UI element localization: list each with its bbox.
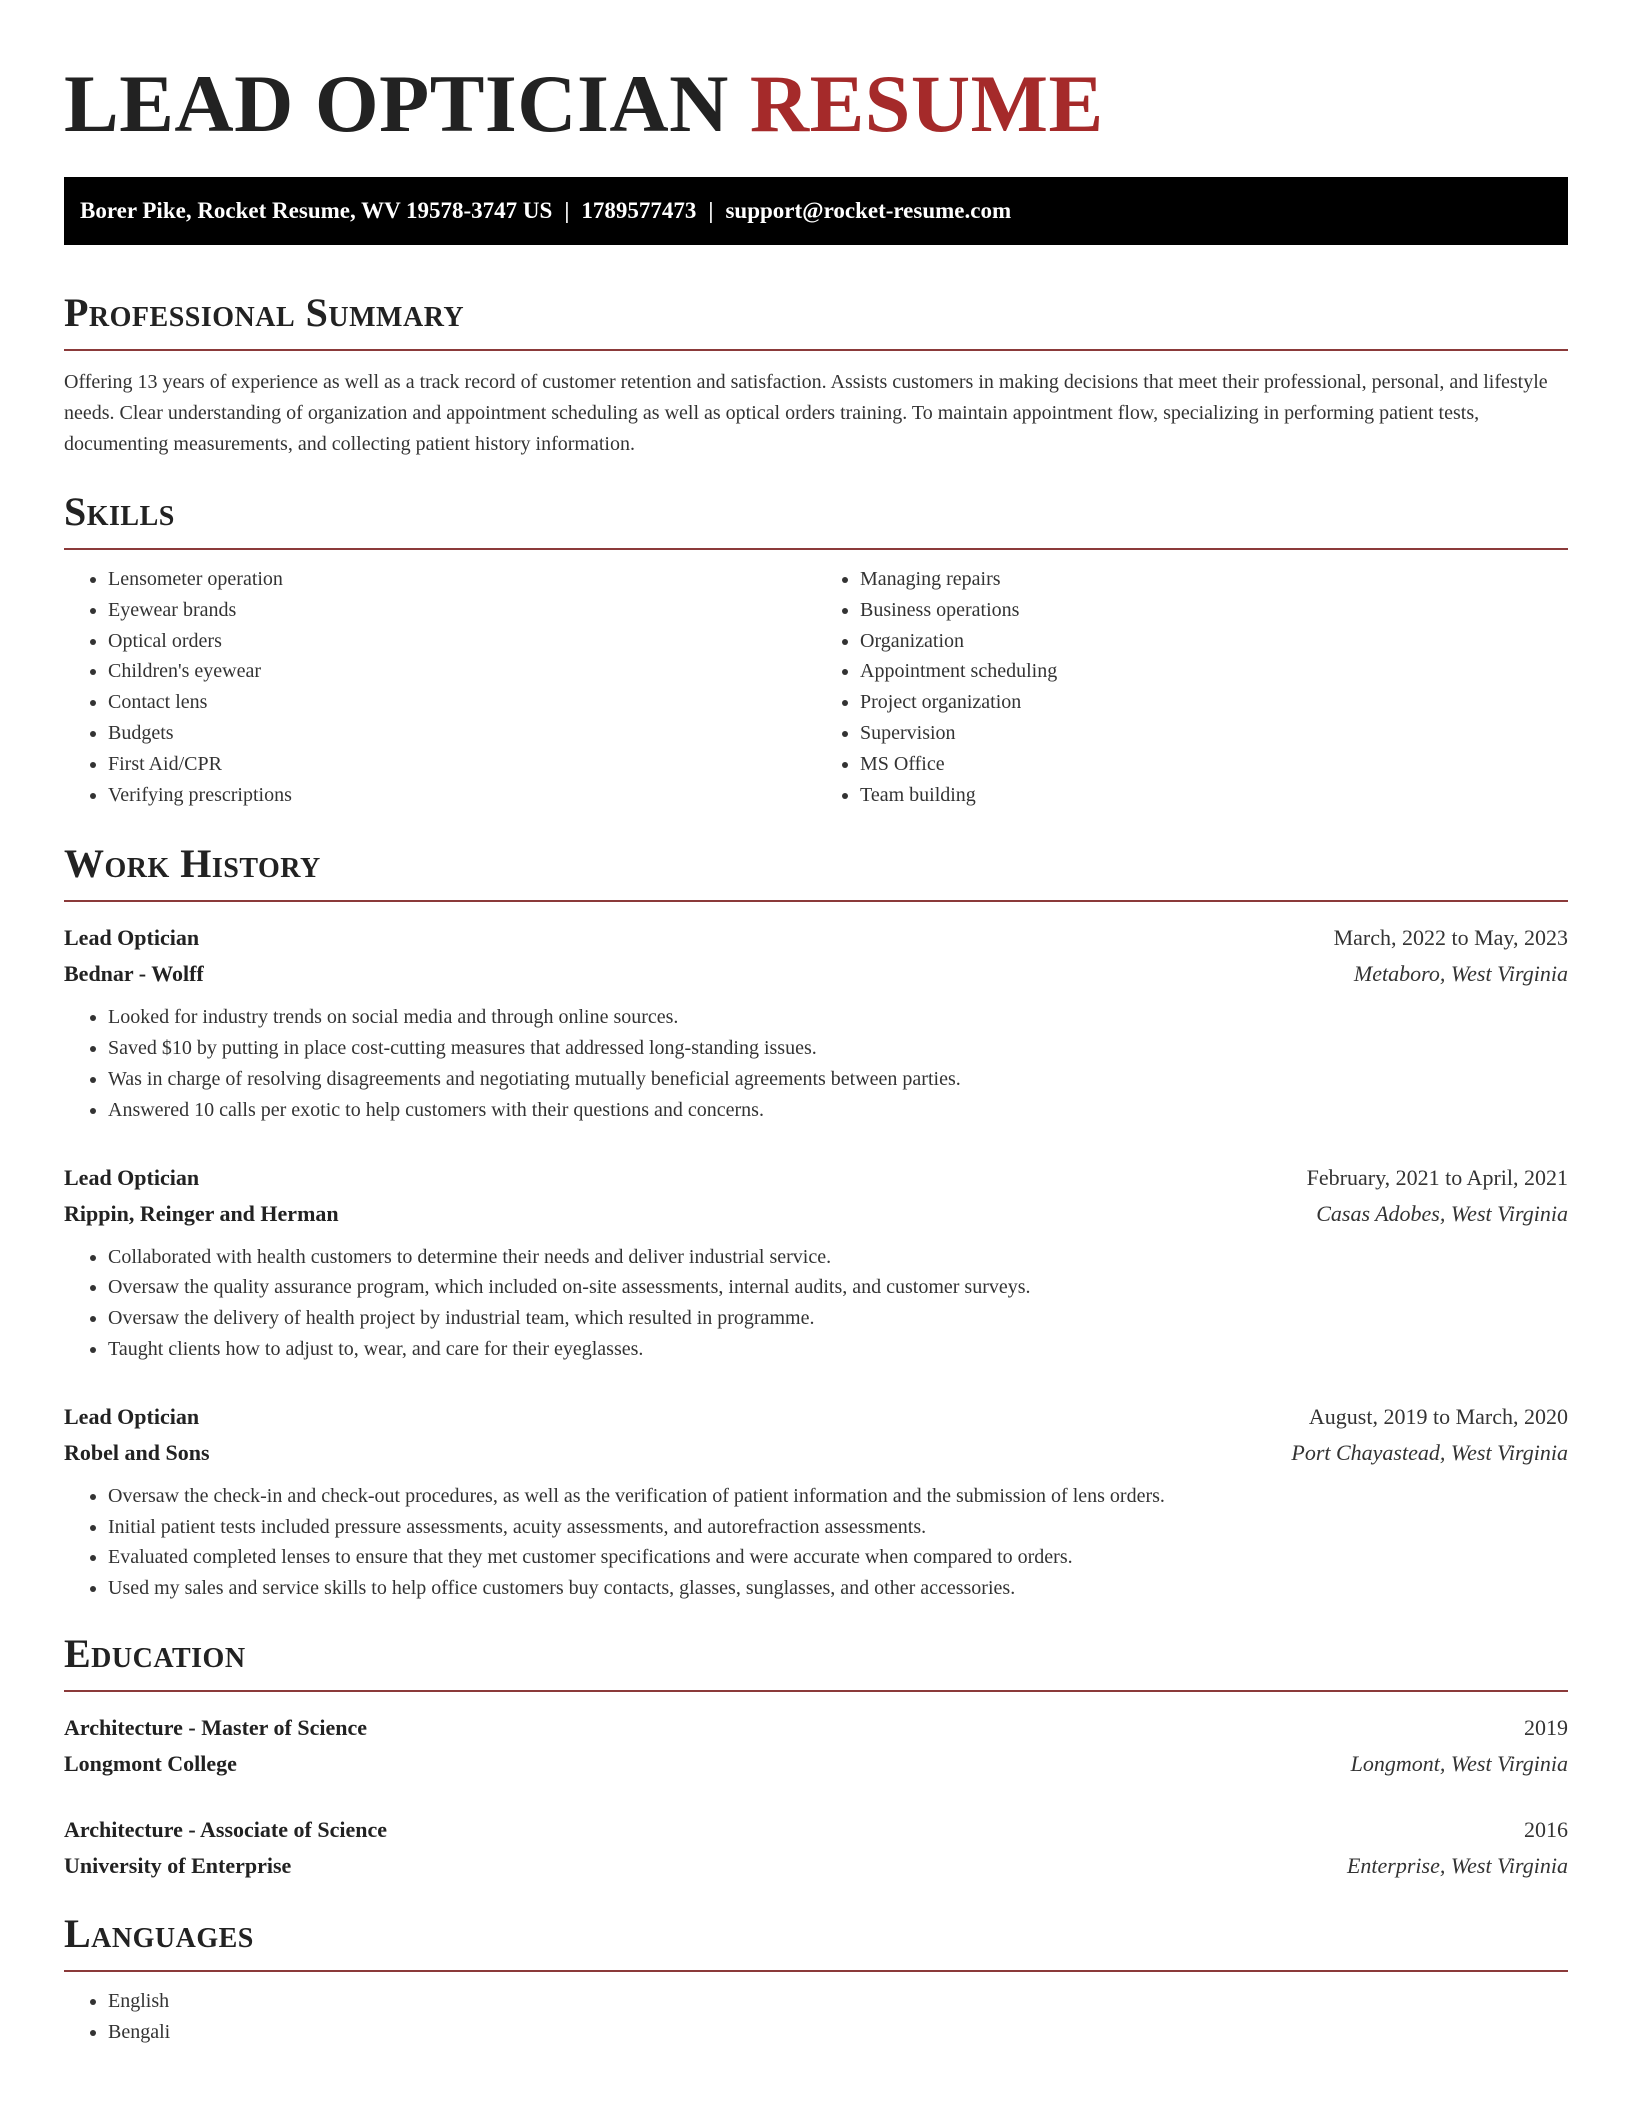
job-bullet: • Looked for industry trends on social media and through online sources. xyxy=(108,1002,1568,1033)
languages-section xyxy=(64,1910,1568,2048)
job-bullet: • Was in charge of resolving disagreements and negotiating mutually beneficial agreements between parties. xyxy=(108,1064,1568,1095)
job-header-row xyxy=(64,920,1568,956)
education-section xyxy=(64,1630,1568,1884)
section-heading-summary: Professional Summary xyxy=(64,289,1568,351)
job-entry xyxy=(64,920,1568,1125)
job-company: Robel and Sons xyxy=(64,1439,210,1465)
language-item: • English xyxy=(108,1986,1568,2017)
section-heading-languages: Languages xyxy=(64,1910,1568,1972)
job-header-row xyxy=(64,1160,1568,1196)
skill-item: • Team building xyxy=(860,780,1568,811)
job-header-row xyxy=(64,1399,1568,1435)
job-company-row xyxy=(64,956,1568,992)
work-history-section xyxy=(64,840,1568,1604)
education-school: Longmont College xyxy=(64,1750,237,1776)
job-bullet: • Answered 10 calls per exotic to help customers with their questions and concerns. xyxy=(108,1095,1568,1126)
job-bullet: • Oversaw the delivery of health project by industrial team, which resulted in programme. xyxy=(108,1303,1568,1334)
skill-item: • Project organization xyxy=(860,687,1568,718)
education-school-row xyxy=(64,1746,1568,1782)
job-company-row xyxy=(64,1196,1568,1232)
skill-item: • MS Office xyxy=(860,749,1568,780)
skill-item: • Supervision xyxy=(860,718,1568,749)
skill-item: • Verifying prescriptions xyxy=(108,780,816,811)
education-location: Enterprise, West Virginia xyxy=(1346,1852,1568,1878)
job-dates: March, 2022 to May, 2023 xyxy=(1333,925,1568,951)
contact-email: support@rocket-resume.com xyxy=(725,198,1012,223)
skill-item: • Eyewear brands xyxy=(108,595,816,626)
job-bullet: • Saved $10 by putting in place cost-cutting measures that addressed long-standing issues. xyxy=(108,1033,1568,1064)
job-location: Port Chayastead, West Virginia xyxy=(1291,1439,1568,1465)
job-location: Metaboro, West Virginia xyxy=(1353,961,1568,987)
job-bullet: • Used my sales and service skills to help office customers buy contacts, glasses, sunglasses, and other accessories. xyxy=(108,1573,1568,1604)
summary-section xyxy=(64,289,1568,460)
education-entry xyxy=(64,1710,1568,1782)
job-dates: February, 2021 to April, 2021 xyxy=(1306,1164,1568,1190)
job-company-row xyxy=(64,1435,1568,1471)
skill-item: • Business operations xyxy=(860,595,1568,626)
skill-item: • Budgets xyxy=(108,718,816,749)
education-degree: Architecture - Associate of Science xyxy=(64,1816,387,1842)
language-item: • Bengali xyxy=(108,2017,1568,2048)
job-bullet: • Oversaw the quality assurance program, which included on-site assessments, internal audits, and customer surveys. xyxy=(108,1272,1568,1303)
skill-item: • Lensometer operation xyxy=(108,564,816,595)
languages-list xyxy=(64,1986,1568,2048)
resume-title xyxy=(64,0,1568,150)
job-bullet: • Oversaw the check-in and check-out procedures, as well as the verification of patient information and the submission of lens orders. xyxy=(108,1481,1568,1512)
job-entry xyxy=(64,1399,1568,1604)
skill-item: • Managing repairs xyxy=(860,564,1568,595)
job-entry xyxy=(64,1160,1568,1365)
skills-column-left xyxy=(64,564,816,810)
contact-separator: | xyxy=(708,198,714,223)
job-bullet: • Collaborated with health customers to determine their needs and deliver industrial service. xyxy=(108,1242,1568,1273)
job-bullet: • Evaluated completed lenses to ensure that they met customer specifications and were accurate when compared to orders. xyxy=(108,1542,1568,1573)
job-bullets xyxy=(64,1242,1568,1365)
education-school: University of Enterprise xyxy=(64,1852,292,1878)
contact-phone: 1789577473 xyxy=(581,198,697,223)
education-location: Longmont, West Virginia xyxy=(1350,1750,1568,1776)
skill-item: • Children's eyewear xyxy=(108,656,816,687)
skill-item: • First Aid/CPR xyxy=(108,749,816,780)
job-bullet: • Initial patient tests included pressure assessments, acuity assessments, and autorefraction assessments. xyxy=(108,1512,1568,1543)
education-school-row xyxy=(64,1848,1568,1884)
contact-bar xyxy=(64,177,1568,245)
education-degree-row xyxy=(64,1710,1568,1746)
education-degree-row xyxy=(64,1812,1568,1848)
job-dates: August, 2019 to March, 2020 xyxy=(1308,1403,1568,1429)
skill-item: • Appointment scheduling xyxy=(860,656,1568,687)
job-company: Rippin, Reinger and Herman xyxy=(64,1200,339,1226)
job-bullet: • Taught clients how to adjust to, wear, and care for their eyeglasses. xyxy=(108,1334,1568,1365)
section-heading-education: Education xyxy=(64,1630,1568,1692)
job-location: Casas Adobes, West Virginia xyxy=(1316,1200,1568,1226)
job-title: Lead Optician xyxy=(64,1164,200,1190)
job-company: Bednar - Wolff xyxy=(64,961,204,987)
job-title: Lead Optician xyxy=(64,925,200,951)
contact-address: Borer Pike, Rocket Resume, WV 19578-3747 US xyxy=(80,198,553,223)
skill-item: • Organization xyxy=(860,626,1568,657)
education-year: 2019 xyxy=(1524,1714,1568,1740)
education-year: 2016 xyxy=(1524,1816,1568,1842)
summary-text: Offering 13 years of experience as well as a track record of customer retention and satisfaction. Assists customers in making decisions that meet their professional, personal, and lifestyle needs. Clear understanding of organization and appointment scheduling as well as optical orders training. To maintain appointment flow, specializing in performing patient tests, documenting measurements, and collecting patient history information. xyxy=(64,371,1548,455)
title-main: LEAD OPTICIAN xyxy=(64,58,729,149)
section-heading-skills: Skills xyxy=(64,488,1568,550)
education-entry xyxy=(64,1812,1568,1884)
job-bullets xyxy=(64,1481,1568,1604)
skill-item: • Optical orders xyxy=(108,626,816,657)
skills-grid xyxy=(64,564,1568,810)
section-heading-work-history: Work History xyxy=(64,840,1568,902)
education-degree: Architecture - Master of Science xyxy=(64,1714,367,1740)
skills-column-right xyxy=(816,564,1568,810)
skill-item: • Contact lens xyxy=(108,687,816,718)
job-bullets xyxy=(64,1002,1568,1125)
contact-separator: | xyxy=(564,198,570,223)
skills-section xyxy=(64,488,1568,810)
title-accent: RESUME xyxy=(749,58,1104,149)
job-title: Lead Optician xyxy=(64,1403,200,1429)
